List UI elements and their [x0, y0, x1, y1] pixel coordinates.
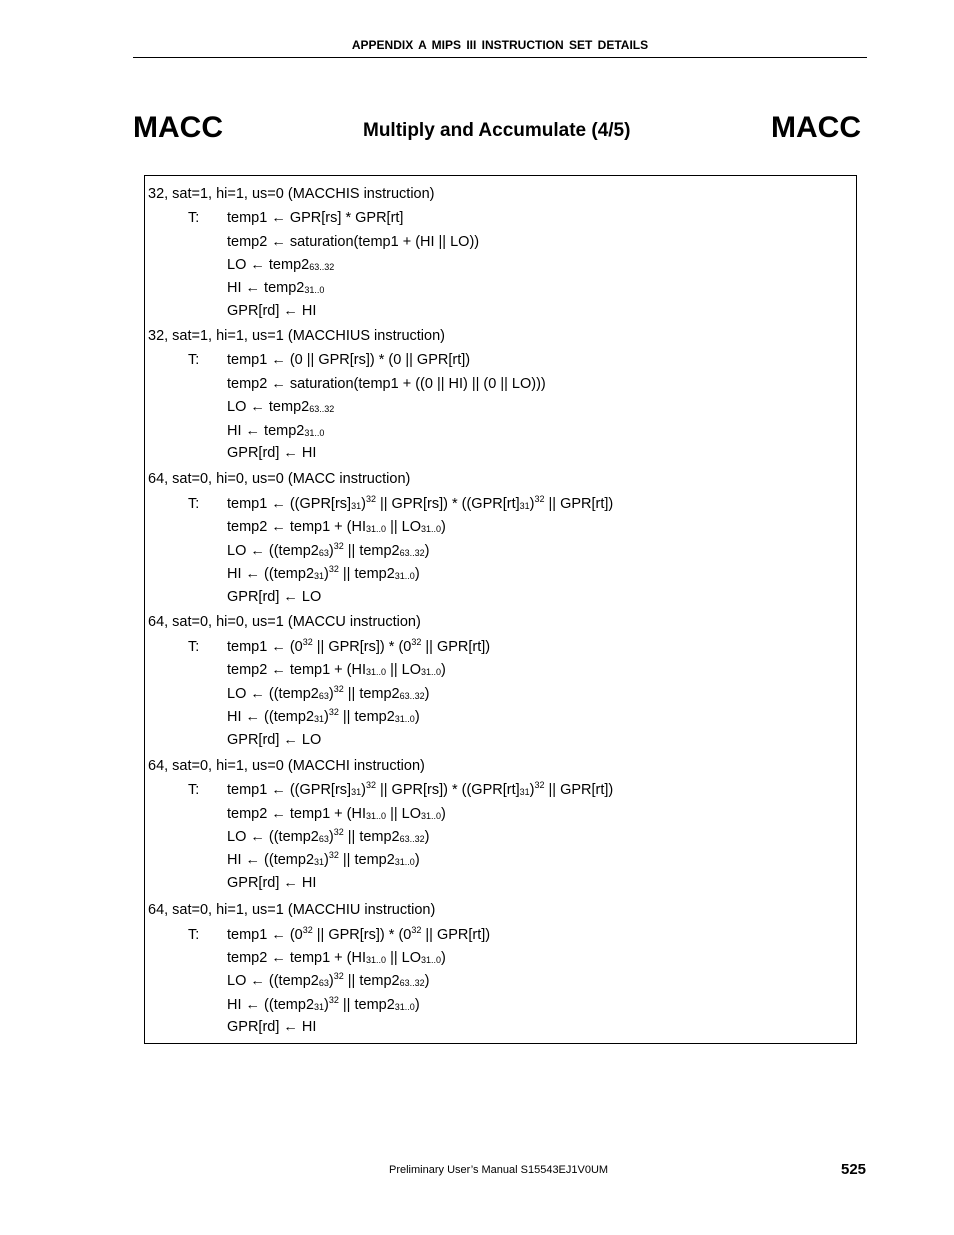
operation-line: HI ← ($(temp2_{31})^{32}$ || $temp2_{31..0}$) — [227, 850, 420, 868]
operation-line: LO ← ($(temp2_{63})^{32}$ || $temp2_{63..32}$) — [227, 827, 430, 845]
operation-line: temp2 ← temp1 + ($HI_{31..0}$ || $LO_{31..0}$) — [227, 806, 446, 822]
operation-line: temp2 ← temp1 + ($HI_{31..0}$ || $LO_{31..0}$) — [227, 519, 446, 535]
section-heading-maccu: 64, sat=0, hi=0, us=1 (MACCU instruction) — [148, 614, 421, 630]
operation-line: temp2 ← saturation(temp1 + (HI || LO)) — [227, 234, 480, 250]
operation-line: HI ← $temp2_{31..0}$ — [227, 280, 325, 296]
operation-line: LO ← ($(temp2_{63})^{32}$ || $temp2_{63..32}$) — [227, 541, 430, 559]
operation-line: HI ← ($(temp2_{31})^{32}$ || $temp2_{31..0}$) — [227, 564, 420, 582]
mnemonic-right: MACC — [771, 111, 861, 144]
operation-line: GPR[rd] ← HI — [227, 303, 317, 319]
operation-line: LO ← ($(temp2_{63})^{32}$ || $temp2_{63..32}$) — [227, 684, 430, 702]
operation-line: temp1 ← ($0^{32}$ || $GPR[rs]) * (0^{32}$ || GPR[rt]) — [227, 637, 491, 655]
section-heading-macchi: 64, sat=0, hi=1, us=0 (MACCHI instruction) — [148, 758, 425, 774]
operation-line: LO ← $temp2_{63..32}$ — [227, 399, 335, 415]
operation-line: LO ← $temp2_{63..32}$ — [227, 257, 335, 273]
t-label: T: — [188, 352, 200, 368]
mnemonic-left: MACC — [133, 111, 223, 144]
operation-line: temp2 ← saturation(temp1 + ((0 || HI) || (0 || LO))) — [227, 376, 546, 392]
operation-line: HI ← $temp2_{31..0}$ — [227, 423, 325, 439]
section-heading-macc: 64, sat=0, hi=0, us=0 (MACC instruction) — [148, 471, 411, 487]
operation-line: temp2 ← temp1 + ($HI_{31..0}$ || $LO_{31..0}$) — [227, 950, 446, 966]
t-label: T: — [188, 639, 200, 655]
t-label: T: — [188, 782, 200, 798]
operation-line: temp1 ← ($(GPR[rs]_{31})^{32}$ || $GPR[rs]) * ((GPR[rt]_{31})^{32}$ || GPR[rt]) — [227, 494, 614, 512]
operation-line: LO ← ($(temp2_{63})^{32}$ || $temp2_{63..32}$) — [227, 971, 430, 989]
section-heading-macchius: 32, sat=1, hi=1, us=1 (MACCHIUS instruction) — [148, 328, 445, 344]
operation-line: temp2 ← temp1 + ($HI_{31..0}$ || $LO_{31..0}$) — [227, 662, 446, 678]
operation-line: HI ← ($(temp2_{31})^{32}$ || $temp2_{31..0}$) — [227, 707, 420, 725]
running-header: APPENDIX A MIPS III INSTRUCTION SET DETAILS — [351, 38, 649, 52]
operation-line: temp1 ← ($(GPR[rs]_{31})^{32}$ || $GPR[rs]) * ((GPR[rt]_{31})^{32}$ || GPR[rt]) — [227, 780, 614, 798]
operation-line: temp1 ← GPR[rs] * GPR[rt] — [227, 210, 404, 226]
t-label: T: — [188, 210, 200, 226]
operation-line: GPR[rd] ← HI — [227, 875, 317, 891]
t-label: T: — [188, 496, 200, 512]
operation-line: temp1 ← (0 || GPR[rs]) * (0 || GPR[rt]) — [227, 352, 471, 368]
operation-line: GPR[rd] ← HI — [227, 1019, 317, 1035]
operation-line: GPR[rd] ← LO — [227, 732, 322, 748]
section-heading-macchis: 32, sat=1, hi=1, us=0 (MACCHIS instruction) — [148, 186, 435, 202]
section-heading-macchiu: 64, sat=0, hi=1, us=1 (MACCHIU instruction) — [148, 902, 436, 918]
t-label: T: — [188, 927, 200, 943]
operation-line: GPR[rd] ← HI — [227, 445, 317, 461]
operation-line: temp1 ← ($0^{32}$ || $GPR[rs]) * (0^{32}$ || GPR[rt]) — [227, 925, 491, 943]
footer-manual-id: Preliminary User’s Manual S15543EJ1V0UM — [389, 1164, 609, 1176]
operation-line: HI ← ($(temp2_{31})^{32}$ || $temp2_{31..0}$) — [227, 995, 420, 1013]
instruction-title: Multiply and Accumulate (4/5) — [363, 120, 631, 141]
operation-line: GPR[rd] ← LO — [227, 589, 322, 605]
page-number: 525 — [841, 1161, 867, 1178]
operation-box — [144, 175, 857, 1044]
header-rule — [133, 57, 867, 58]
